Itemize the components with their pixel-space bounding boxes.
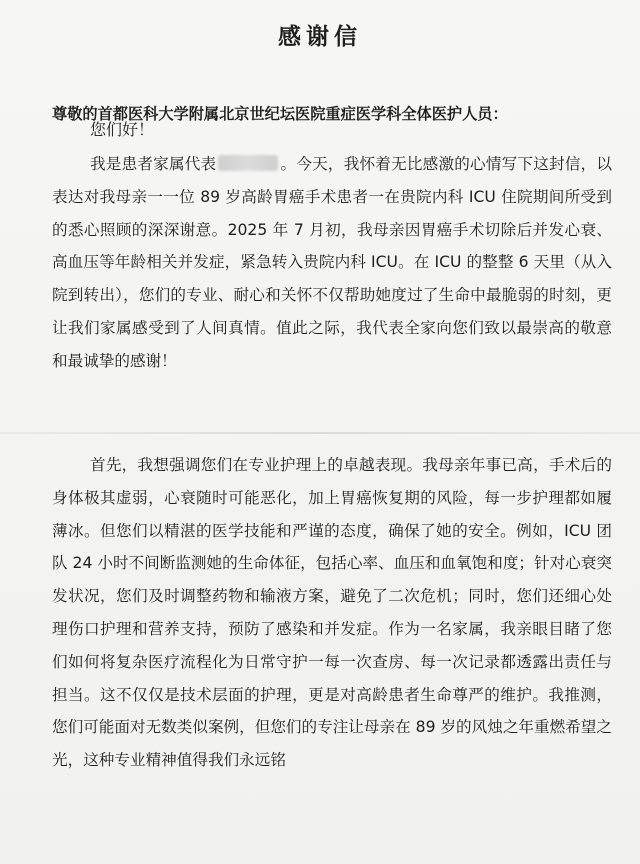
letter-greeting: 您们好！ [90, 120, 155, 139]
letter-paragraph-1 [52, 148, 612, 378]
paragraph-1-lead: 我是患者家属代表 [90, 155, 217, 173]
redacted-name-blur [218, 155, 278, 171]
letter-salutation: 尊敬的首都医科大学附属北京世纪坛医院重症医学科全体医护人员： [52, 105, 508, 123]
paper-fold-line [0, 432, 640, 434]
letter-paragraph-2: 首先，我想强调您们在专业护理上的卓越表现。我母亲年事已高，手术后的身体极其虚弱，心衰随时可能恶化，加上胃癌恢复期的风险，每一步护理都如履薄冰。但您们以精湛的医学技能和严谨的态度，确保了她的安全。例如，ICU 团队 24 小时不间断监测她的生命体征，包括心率、血压和血氧饱和度；针对心衰突发状况，您们及时调整药物和输液方案，避免了二次危机；同时，您们还细心处理伤口护理和营养支持，预防了感染和并发症。作为一名家属，我亲眼目睹了您们如何将复杂医疗流程化为日常守护一每一次查房、每一次记录都透露出责任与担当。这不仅仅是技术层面的护理，更是对高龄患者生命尊严的维护。我推测，您们可能面对无数类似案例，但您们的专注让母亲在 89 岁的风烛之年重燃希望之光，这种专业精神值得我们永远铭 [52, 456, 612, 770]
paragraph-1-body: 。今天，我怀着无比感激的心情写下这封信，以表达对我母亲一一位 89 岁高龄胃癌手术患者一在贵院内科 ICU 住院期间所受到的悉心照顾的深深谢意。2025 年 7 月初，我母亲因胃癌手术切除后并发心衰、高血压等年龄相关并发症，紧急转入贵院内科 ICU。在 ICU 的整整 6 天里（从入院到转出），您们的专业、耐心和关怀不仅帮助她度过了生命中最脆弱的时刻，更让我们家属感受到了人间真情。值此之际，我代表全家向您们致以最崇高的敬意和最诚挚的感谢！ [52, 155, 612, 370]
letter-title: 感谢信 [278, 24, 362, 50]
